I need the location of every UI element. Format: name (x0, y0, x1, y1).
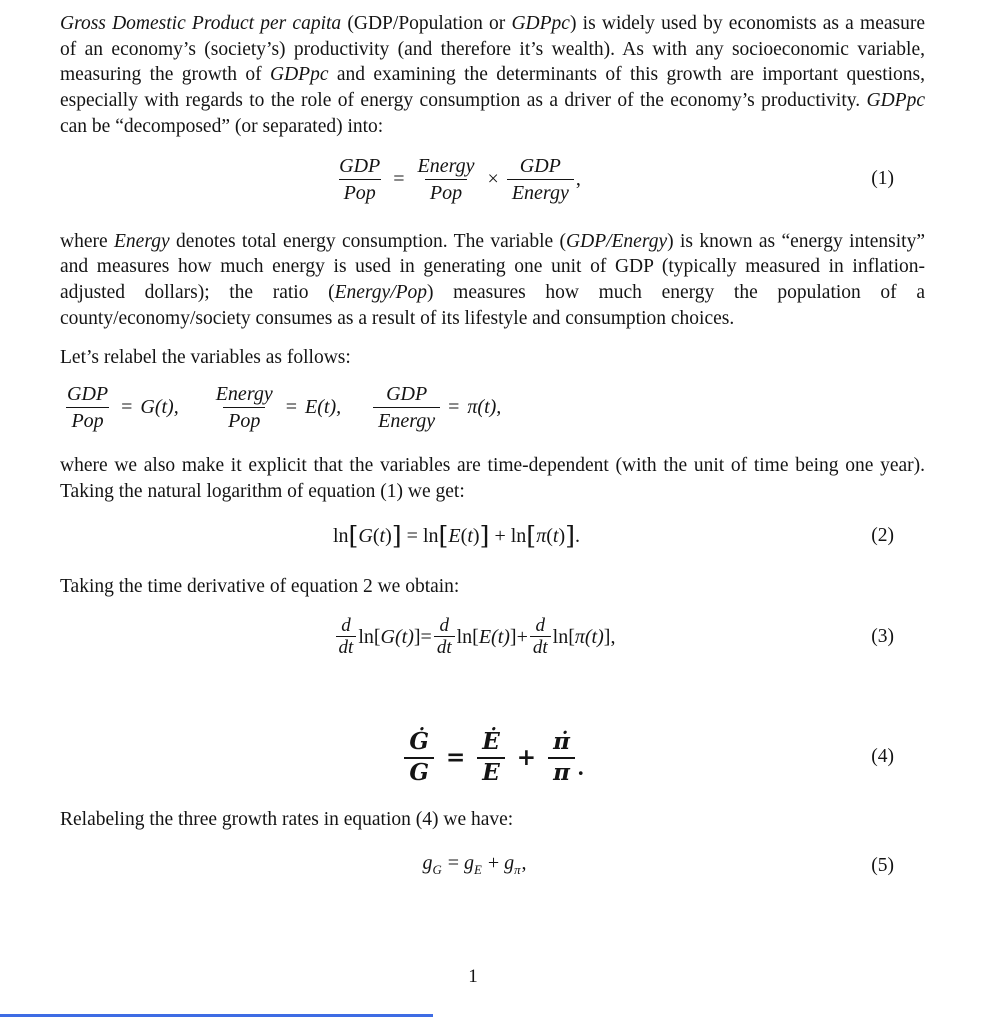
text-run: ) (472, 525, 480, 548)
paragraph-relabel-intro (60, 345, 925, 371)
equation-5 (60, 848, 925, 885)
paragraph-energy-intensity (60, 229, 925, 332)
fraction-numerator: Ġ (409, 728, 429, 756)
relabel-equation-body (60, 382, 501, 433)
relabel-gdp-energy (371, 382, 501, 433)
period: . (577, 755, 584, 781)
fraction-denominator: Pop (339, 179, 381, 205)
fraction-numerator: d (535, 615, 546, 637)
fraction-gdp-energy (373, 382, 440, 433)
text-run: E (474, 862, 482, 877)
text-run: G (358, 525, 373, 548)
equals-sign: = (121, 396, 133, 419)
text-run: [ (526, 520, 537, 551)
text-run: ) measures how much energy the population of a county/economy/society consumes as a result of its lifestyle and consumption choices. (60, 281, 925, 329)
fraction-gdp-energy (507, 154, 574, 205)
fraction-denominator: π (548, 757, 575, 786)
function-g-of-t: G(t), (140, 396, 179, 419)
text-run: = ln (401, 525, 439, 548)
relabel-equation (60, 382, 925, 433)
plus-sign: + (516, 743, 537, 771)
fraction-energy-pop (211, 382, 278, 433)
paragraph-intro (60, 11, 925, 140)
equation-1-body (332, 154, 581, 205)
equation-5-body (422, 848, 526, 885)
equation-number-2: (2) (871, 525, 894, 547)
fraction-denominator: dt (336, 636, 357, 658)
text-run: Taking the time derivative of equation 2 we obtain: (60, 576, 460, 598)
text-run: g (504, 851, 515, 874)
text-run: ( (460, 525, 468, 548)
text-run: = (442, 851, 464, 874)
fraction-energy-pop (413, 154, 480, 205)
fraction-numerator: GDP (386, 383, 428, 406)
fraction-denominator: Pop (223, 407, 265, 433)
fraction-gdp-pop (334, 154, 385, 205)
equals-sign: = (445, 743, 466, 771)
text-run: Let’s relabel the variables as follows: (60, 347, 351, 369)
text-run: GDP/Energy (566, 230, 668, 252)
page-number: 1 (468, 966, 478, 987)
fraction-denominator: dt (530, 636, 551, 658)
bracket-equals: ]= (413, 626, 432, 649)
text-run: GDPpc (866, 90, 925, 112)
text-run: , (521, 851, 527, 874)
text-run: G (432, 862, 442, 877)
scroll-progress-indicator (0, 1014, 433, 1017)
text-run: Relabeling the three growth rates in equation (4) we have: (60, 809, 514, 831)
equation-number-4: (4) (871, 746, 894, 768)
derivative-fraction (336, 616, 357, 658)
text-run: denotes total energy consumption. The variable ( (169, 230, 567, 252)
text-run: can be “decomposed” (or separated) into: (60, 115, 384, 137)
function-g-of-t: G(t) (380, 626, 414, 649)
text-run: ) is widely used by economists as a measure of an economy’s (society’s) productivity (and therefore it’s wealth). As with any socioeconomic variable, measuring the growth of (60, 13, 926, 86)
fraction-denominator: Energy (507, 179, 574, 205)
equals-sign: = (393, 167, 405, 190)
fraction-numerator: Ė (482, 728, 500, 756)
fraction-denominator: G (404, 757, 434, 786)
equals-sign: = (285, 396, 298, 419)
equation-3 (60, 612, 925, 662)
text-run: π (514, 862, 521, 877)
equation-2 (60, 521, 925, 551)
text-run: ) is known as “energy intensity” and measures how much energy is used in generating one unit of GDP (typically measured in inflation-adjusted dollars); the ratio ( (60, 230, 925, 303)
text-run: ] (565, 520, 576, 551)
text-run: g (422, 851, 433, 874)
derivative-fraction (434, 616, 455, 658)
text-run: g (464, 851, 474, 874)
relabel-energy-pop (209, 382, 341, 433)
fraction-denominator: E (477, 757, 505, 786)
text-run: where (60, 230, 115, 252)
paragraph-time-dependent (60, 453, 925, 504)
equation-number-5: (5) (871, 855, 894, 877)
fraction-denominator: Pop (425, 179, 467, 205)
fraction-numerator: π̇ (553, 728, 570, 756)
fraction-denominator: dt (434, 636, 455, 658)
fraction-gdp-pop (62, 382, 113, 433)
text-run: ) (385, 525, 392, 548)
equation-4-body (401, 728, 583, 786)
equals-sign: = (448, 396, 460, 419)
bracket-plus: ]+ (509, 626, 528, 649)
text-run: Gross Domestic Product per capita (60, 13, 342, 34)
text-run: t (379, 525, 386, 548)
fraction-numerator: GDP (339, 154, 381, 177)
relabel-gdp-pop (60, 382, 179, 433)
text-run: where we also make it explicit that the variables are time-dependent (with the unit of time being one year). Taking the natural logarithm of equation (1) we get: (60, 455, 925, 502)
equation-1 (60, 154, 925, 205)
text-run: + (482, 851, 505, 874)
multiplication-sign: × (487, 167, 499, 190)
text-run: [ (348, 520, 359, 551)
page-content (60, 11, 925, 885)
bracket-comma: ], (603, 626, 616, 649)
text-run: GDPpc (270, 64, 329, 86)
fraction-gdot-over-g (404, 728, 434, 786)
function-e-of-t: E(t) (478, 626, 510, 649)
comma: , (575, 168, 581, 191)
fraction-pidot-over-pi (548, 728, 575, 786)
text-run: ( (546, 525, 553, 548)
fraction-numerator: d (439, 615, 449, 637)
fraction-edot-over-e (477, 728, 505, 786)
text-run: ) (558, 525, 566, 548)
fraction-numerator: Energy (215, 383, 273, 406)
text-run: [ (438, 520, 449, 551)
text-run: t (467, 525, 473, 548)
text-run: Energy (114, 230, 170, 252)
derivative-fraction (530, 616, 551, 658)
text-run: E (448, 525, 461, 548)
equation-2-body (333, 521, 580, 551)
function-e-of-t: E(t), (305, 396, 342, 419)
fraction-denominator: Energy (373, 407, 440, 433)
text-run: t (552, 525, 559, 548)
paragraph-time-derivative (60, 574, 925, 600)
text-run: ln (332, 525, 349, 548)
function-pi-of-t: π(t), (467, 396, 502, 419)
text-run: and examining the determinants of this growth are important questions, especially with regards to the role of energy consumption as a driver of the economy’s productivity. (60, 64, 925, 112)
text-run: π (536, 525, 547, 548)
ln-bracket: ln[ (456, 626, 479, 649)
fraction-numerator: GDP (519, 154, 561, 177)
text-run: GDPpc (511, 13, 570, 34)
equation-number-3: (3) (871, 626, 894, 648)
text-run: (GDP/Population or (341, 13, 512, 34)
text-run: ] (391, 520, 402, 551)
fraction-numerator: d (341, 615, 351, 637)
paragraph-relabel-growth-rates (60, 807, 925, 833)
text-run: ] (479, 520, 490, 551)
ln-bracket: ln[ (358, 626, 381, 649)
equation-number-1: (1) (871, 168, 894, 190)
text-run: + ln (489, 525, 527, 548)
ln-bracket: ln[ (552, 626, 575, 649)
text-run: Energy/Pop (334, 281, 428, 303)
function-pi-of-t: π(t) (574, 626, 604, 649)
fraction-numerator: Energy (417, 154, 475, 177)
equation-3-body (334, 616, 616, 658)
text-run: ( (372, 525, 380, 548)
equation-4 (60, 728, 925, 786)
fraction-denominator: Pop (66, 407, 108, 433)
text-run: . (575, 525, 581, 548)
fraction-numerator: GDP (67, 383, 109, 406)
